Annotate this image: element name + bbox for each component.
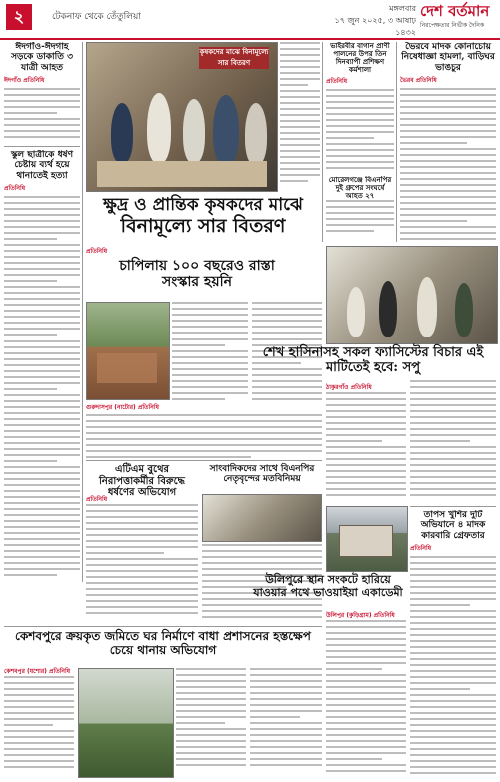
press-meet-headline: সাংবাদিকদের সাথে বিএনপির নেতৃবৃন্দের মতবিনিময় xyxy=(209,464,315,485)
ulipur-body xyxy=(326,620,406,778)
hasina-body-col2 xyxy=(410,380,496,502)
chapila-headline: চাপিলায় ১০০ বছরেও রাস্তা সংস্কার হয়নি xyxy=(119,258,275,291)
chapila-body xyxy=(172,302,248,410)
keshabpur-headline: কেশবপুরে ক্রয়কৃত জমিতে ঘর নির্মাণে বাধা প্রশাসনের হস্তক্ষেপ চেয়ে থানায় অভিযোগ xyxy=(15,629,311,657)
logo-name: দেশ বর্তমান xyxy=(420,2,490,20)
column-rule xyxy=(82,42,83,582)
ulipur-headline: উলিপুরে স্থান সংকটে হারিয়ে যাওয়ার পথে ভাওয়াইয়া একাডেমী xyxy=(253,573,403,599)
section-rule xyxy=(4,146,80,147)
date-label: ১৭ জুন ২০২৫, ৩ আষাঢ় ১৪৩২ xyxy=(334,16,416,37)
article-training xyxy=(326,42,394,172)
headline: ঈদগাঁও-ঈদগাহ সড়কে ডাকাতি ৩ যাত্রী আহত xyxy=(11,42,73,73)
article-body xyxy=(4,88,80,140)
land-dispute-photo xyxy=(78,668,174,778)
headline: ভৈরবে মাদক কোনাচোয় নিষেধাজ্ঞা হামলা, বাড়িঘর ভাঙচুর xyxy=(401,42,495,73)
lead-side-text xyxy=(280,42,320,190)
byline: ঠাকুরগাঁও প্রতিনিধি xyxy=(326,384,372,390)
chapila-continued xyxy=(86,414,322,458)
byline: ঈদগাঁও প্রতিনিধি xyxy=(4,77,45,85)
academy-building-photo xyxy=(326,506,408,572)
byline: প্রতিনিধি xyxy=(4,185,26,193)
headline: মোরেলগঞ্জে বিএনপির দুই গ্রুপের সংঘর্ষে আহত ২৭ xyxy=(328,176,392,201)
article-bhairab xyxy=(400,42,496,242)
lead-headline-line1: ক্ষুদ্র ও প্রান্তিক কৃষকদের মাঝে xyxy=(103,195,303,215)
headline: ভাইরবীর বাগান প্রাণী পালনের উপর তিন দিনব্যাপী প্রশিক্ষণ কর্মশালা xyxy=(330,42,390,75)
lead-headline-line2: বিনামূল্যে সার বিতরণ xyxy=(120,214,286,237)
newspaper-logo xyxy=(420,2,498,34)
logo-tagline: নিরপেক্ষতার নির্ভীক দৈনিক xyxy=(420,22,485,29)
article-eidgaon xyxy=(4,42,80,140)
hasina-body xyxy=(326,392,406,502)
byline: গুরুদাসপুর (নাটোর) প্রতিনিধি xyxy=(86,404,159,410)
lead-photo-fertilizer xyxy=(86,42,278,192)
atm-headline: এটিএম বুথের নিরাপত্তাকর্মীর বিরুদ্ধে ধর্ষণের অভিযোগ xyxy=(99,464,185,498)
byline: কেশবপুর (যশোর) প্রতিনিধি xyxy=(4,668,71,674)
page-number: ২ xyxy=(6,4,32,30)
atm-body xyxy=(86,504,198,622)
keshabpur-body-col2 xyxy=(176,668,246,778)
article-drug-arrest xyxy=(410,510,496,778)
day-label: মঙ্গলবার xyxy=(389,4,416,13)
press-meet-photo xyxy=(202,494,322,542)
meeting-photo xyxy=(326,246,498,344)
photo-banner: কৃষকদের মাঝে বিনামূল্যে সার বিতরণ xyxy=(199,48,269,67)
headline: তাপস খুশির দুটি অভিযানে ৪ মাদক কারবারি গ্রেফতার xyxy=(420,510,486,541)
article-school-student xyxy=(4,150,80,580)
byline: প্রতিনিধি xyxy=(410,545,432,553)
lead-headline xyxy=(86,196,320,237)
article-morelganj xyxy=(326,176,394,242)
byline: উলিপুর (কুড়িগ্রাম) প্রতিনিধি xyxy=(326,612,395,618)
byline: প্রতিনিধি xyxy=(86,248,108,255)
byline: ভৈরব প্রতিনিধি xyxy=(400,77,437,85)
byline: প্রতিনিধি xyxy=(326,78,348,86)
keshabpur-body-col3 xyxy=(250,668,322,778)
page-header xyxy=(0,0,500,40)
article-body xyxy=(4,196,80,580)
dateline xyxy=(316,3,416,39)
hasina-headline: শেখ হাসিনাসহ সকল ফ্যাসিস্টের বিচার এই মাটিতেই হবে: সপু xyxy=(262,345,484,375)
column-rule xyxy=(322,42,323,242)
road-photo xyxy=(86,302,170,400)
headline: স্কুল ছাত্রীকে ধর্ষণ চেষ্টায় ব্যর্থ হয়ে থানাতেই হত্যা xyxy=(10,150,74,181)
fertilizer-sacks xyxy=(97,161,267,187)
page-kicker: টেকনাফ থেকে তেঁতুলিয়া xyxy=(52,12,141,22)
keshabpur-body xyxy=(4,676,74,778)
byline: প্রতিনিধি xyxy=(86,496,108,502)
